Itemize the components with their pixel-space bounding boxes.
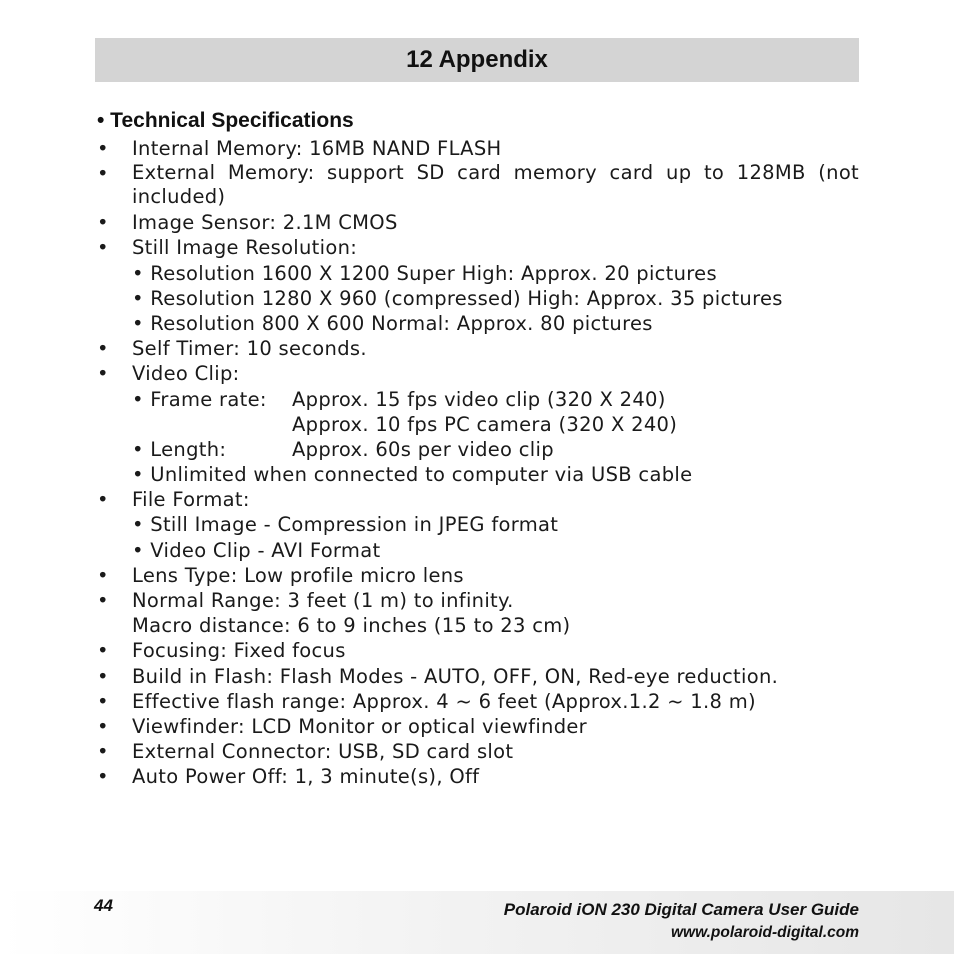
bullet-icon: • (97, 714, 109, 738)
bullet-icon: • (97, 337, 109, 361)
page-number: 44 (94, 896, 113, 915)
spec-subitem-unlimited (0, 462, 954, 487)
spec-item-still-resolution (0, 235, 954, 260)
bullet-icon: • (97, 362, 109, 386)
spec-subtext: • Resolution 800 X 600 Normal: Approx. 80 pictures (132, 311, 653, 335)
spec-item-internal-memory (0, 136, 954, 161)
chapter-title: 12 Appendix (406, 46, 548, 73)
spec-item-normal-range (0, 588, 954, 613)
spec-subtext: • Still Image - Compression in JPEG format (132, 513, 559, 537)
spec-item-flash-range (0, 689, 954, 714)
spec-text: External Memory: support SD card memory card up to 128MB (not included) (132, 161, 859, 209)
footer-guide-title: Polaroid iON 230 Digital Camera User Guide (503, 900, 859, 919)
spec-text: Lens Type: Low profile micro lens (132, 563, 464, 587)
bullet-icon: • (97, 664, 109, 688)
bullet-icon: • (97, 740, 109, 764)
spec-text: Still Image Resolution: (132, 236, 358, 260)
spec-item-video-clip (0, 361, 954, 386)
spec-subtext: • Unlimited when connected to computer via USB cable (132, 463, 693, 487)
bullet-icon: • (97, 589, 109, 612)
spec-subitem-resolution-1 (0, 261, 954, 286)
chapter-header-bar (95, 38, 859, 82)
spec-text: External Connector: USB, SD card slot (132, 740, 514, 764)
spec-text: Build in Flash: Flash Modes - AUTO, OFF, ON, Red-eye reduction. (132, 664, 779, 688)
spec-text: Effective flash range: Approx. 4 ~ 6 feet (Approx.1.2 ~ 1.8 m) (132, 689, 756, 713)
bullet-icon: • (97, 162, 109, 186)
bullet-icon: • (97, 689, 109, 713)
spec-item-auto-power-off (0, 764, 954, 789)
spec-text: Internal Memory: 16MB NAND FLASH (132, 137, 502, 160)
spec-item-macro-distance (0, 613, 954, 638)
spec-subtext: • Resolution 1600 X 1200 Super High: Approx. 20 pictures (132, 261, 717, 285)
spec-text: Image Sensor: 2.1M CMOS (132, 211, 398, 235)
spec-text: Auto Power Off: 1, 3 minute(s), Off (132, 765, 480, 789)
bullet-icon: • (97, 488, 109, 512)
spec-sublabel: • Length: (132, 437, 227, 461)
spec-item-focusing (0, 638, 954, 663)
spec-item-self-timer (0, 336, 954, 361)
bullet-icon: • (97, 137, 109, 160)
spec-item-external-connector (0, 739, 954, 764)
spec-subitem-length (0, 437, 954, 462)
spec-subvalue: Approx. 60s per video clip (292, 437, 554, 461)
spec-text: Video Clip: (132, 362, 240, 386)
spec-text: Normal Range: 3 feet (1 m) to infinity. (132, 589, 514, 612)
bullet-icon: • (97, 765, 109, 789)
footer-url: www.polaroid-digital.com (670, 924, 859, 941)
spec-item-file-format (0, 487, 954, 512)
spec-list (0, 136, 954, 790)
spec-subitem-video-clip-format (0, 538, 954, 563)
spec-item-external-memory (0, 161, 954, 210)
bullet-icon: • (97, 211, 109, 235)
spec-subtext: • Video Clip - AVI Format (132, 538, 381, 562)
bullet-icon: • (97, 563, 109, 587)
spec-subvalue: Approx. 15 fps video clip (320 X 240) (292, 387, 666, 411)
section-title: • Technical Specifications (97, 109, 354, 132)
spec-item-flash (0, 664, 954, 689)
bullet-icon: • (97, 236, 109, 260)
spec-subitem-frame-rate (0, 387, 954, 412)
spec-subvalue: Approx. 10 fps PC camera (320 X 240) (292, 412, 678, 436)
spec-subtext: • Resolution 1280 X 960 (compressed) High: Approx. 35 pictures (132, 286, 783, 310)
spec-text: Self Timer: 10 seconds. (132, 337, 367, 361)
spec-sublabel: • Frame rate: (132, 387, 267, 411)
spec-subitem-still-image-format (0, 512, 954, 537)
spec-item-image-sensor (0, 210, 954, 235)
spec-item-viewfinder (0, 714, 954, 739)
spec-subitem-resolution-3 (0, 311, 954, 336)
spec-subitem-frame-rate-2 (0, 412, 954, 437)
spec-text: Macro distance: 6 to 9 inches (15 to 23 cm) (132, 614, 571, 638)
spec-item-lens-type (0, 563, 954, 588)
spec-text: Focusing: Fixed focus (132, 639, 346, 663)
spec-text: Viewfinder: LCD Monitor or optical viewfinder (132, 714, 587, 738)
bullet-icon: • (97, 639, 109, 663)
spec-text: File Format: (132, 488, 250, 512)
spec-subitem-resolution-2 (0, 286, 954, 311)
